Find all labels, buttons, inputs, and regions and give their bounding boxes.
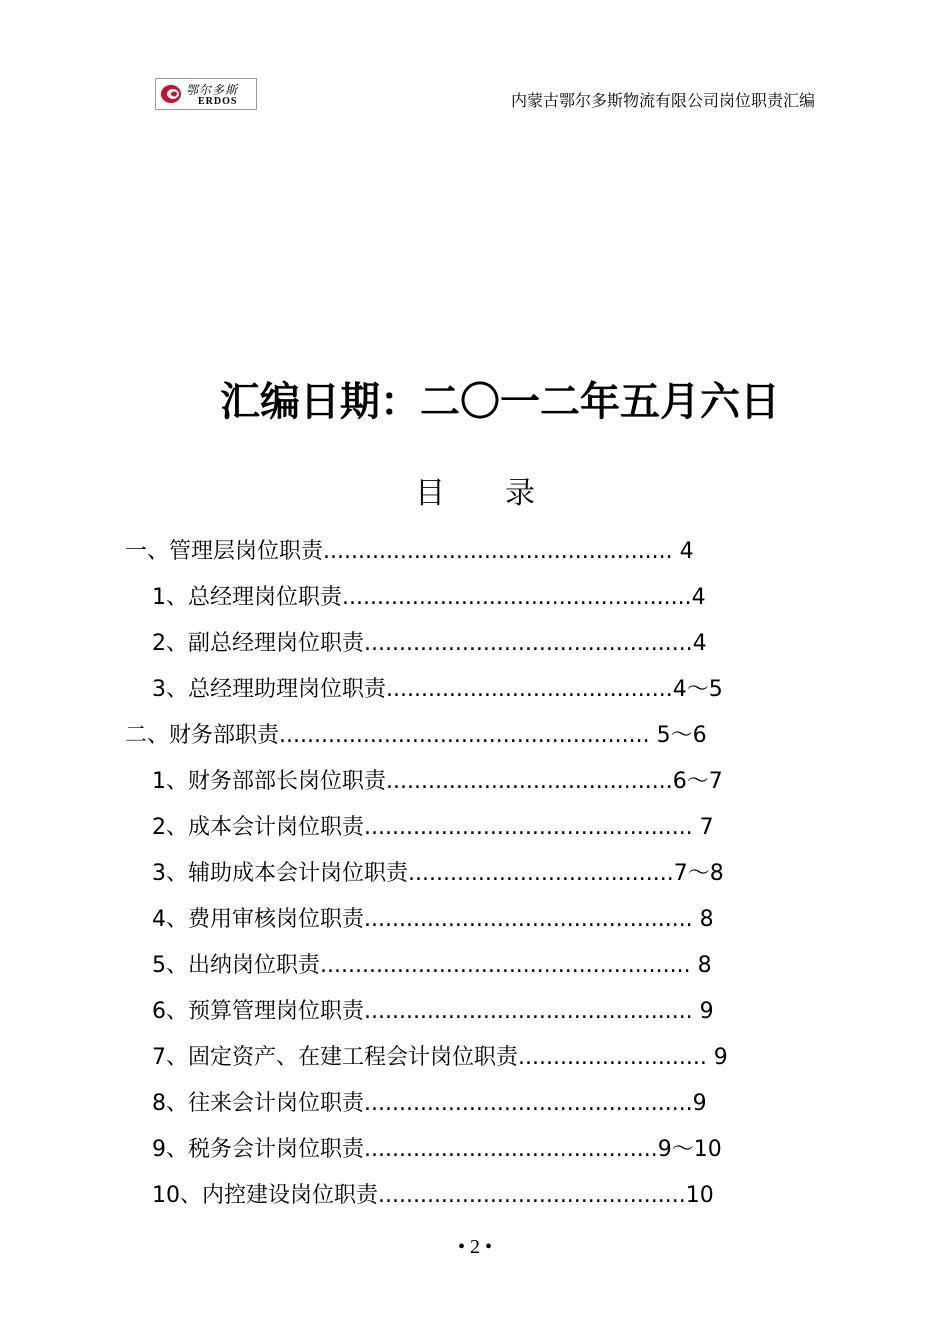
toc-entry[interactable]: 3、辅助成本会计岗位职责......................................7～8: [152, 861, 724, 886]
toc-heading-char-2: 录: [505, 476, 535, 511]
logo-text-en: ERDOS: [198, 96, 238, 107]
toc-entry[interactable]: 7、固定资产、在建工程会计岗位职责........................... 9: [152, 1045, 728, 1070]
document-header-title: 内蒙古鄂尔多斯物流有限公司岗位职责汇编: [510, 91, 815, 110]
compilation-date-title: 汇编日期：二〇一二年五月六日: [220, 379, 780, 425]
page-number: • 2 •: [457, 1236, 492, 1258]
toc-entry[interactable]: 二、财务部职责..................................................... 5～6: [125, 723, 707, 748]
toc-entry[interactable]: 8、往来会计岗位职责...............................................9: [152, 1091, 707, 1116]
toc-entry[interactable]: 10、内控建设岗位职责............................................10: [152, 1183, 714, 1208]
logo-swirl-icon: [160, 83, 184, 105]
toc-entry[interactable]: 3、总经理助理岗位职责.........................................4～5: [152, 677, 723, 702]
toc-heading-char-1: 目: [415, 476, 445, 511]
toc-entry[interactable]: 4、费用审核岗位职责............................................... 8: [152, 907, 714, 932]
page-header: [155, 78, 815, 112]
toc-entry[interactable]: 2、成本会计岗位职责............................................... 7: [152, 815, 714, 840]
toc-entry[interactable]: 2、副总经理岗位职责...............................................4: [152, 631, 707, 656]
logo-text-cn: 鄂尔多斯: [186, 83, 239, 97]
toc-entry[interactable]: 5、出纳岗位职责..................................................... 8: [152, 953, 712, 978]
toc-entry[interactable]: 1、总经理岗位职责..................................................4: [152, 585, 706, 610]
toc-entry[interactable]: 一、管理层岗位职责.................................................. 4: [125, 539, 694, 564]
toc-entry[interactable]: 6、预算管理岗位职责............................................... 9: [152, 999, 714, 1024]
erdos-logo: [155, 78, 257, 110]
toc-heading: [0, 468, 950, 512]
toc-entry[interactable]: 9、税务会计岗位职责..........................................9～10: [152, 1137, 722, 1162]
toc-entry[interactable]: 1、财务部部长岗位职责.........................................6～7: [152, 769, 723, 794]
